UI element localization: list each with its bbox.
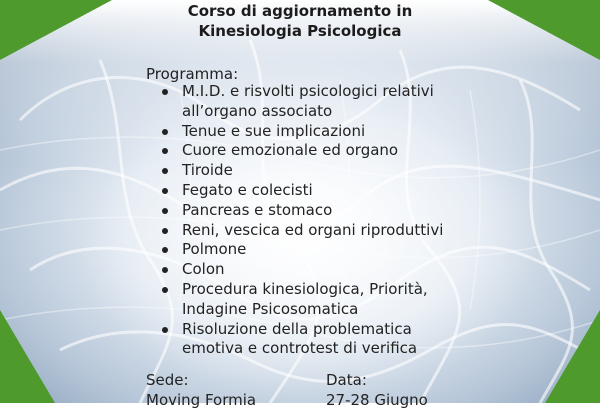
list-item-text: Reni, vescica ed organi riproduttivi [182,220,444,239]
venue-label: Sede: [146,371,189,389]
course-title-line2: Kinesiologia Psicologica [198,22,402,40]
list-item-text: Tiroide [182,161,233,180]
list-item [162,161,462,181]
list-item-text-cont: emotiva e controtest di verifica [182,339,418,358]
list-item [162,260,462,280]
date-value: 27-28 Giugno [326,391,428,409]
list-item-text: Tenue e sue implicazioni [182,121,366,140]
list-item-text: Risoluzione della problematica [182,319,412,338]
program-heading: Programma: [146,65,239,83]
program-list [162,82,462,359]
list-item-text: Cuore emozionale ed organo [182,141,399,160]
venue-block [146,370,256,410]
list-item [162,141,462,161]
list-item [162,201,462,221]
list-item [162,320,462,360]
list-item [162,82,462,122]
list-item-text-cont: all’organo associato [182,101,333,120]
date-label: Data: [326,371,367,389]
list-item [162,280,462,320]
list-item [162,122,462,142]
course-title-line1: Corso di aggiornamento in [187,2,413,20]
list-item-text: M.I.D. e risvolti psicologici relativi [182,82,434,100]
list-item [162,181,462,201]
date-block [326,370,428,410]
list-item-text-cont: Indagine Psicosomatica [182,299,359,318]
course-title [150,1,450,41]
list-item-text: Fegato e colecisti [182,180,313,199]
list-item [162,240,462,260]
list-item-text: Pancreas e stomaco [182,200,333,219]
list-item-text: Colon [182,260,225,279]
list-item-text: Procedura kinesiologica, Priorità, [182,279,428,298]
list-item [162,221,462,241]
list-item-text: Polmone [182,240,247,259]
venue-value: Moving Formia [146,391,257,409]
